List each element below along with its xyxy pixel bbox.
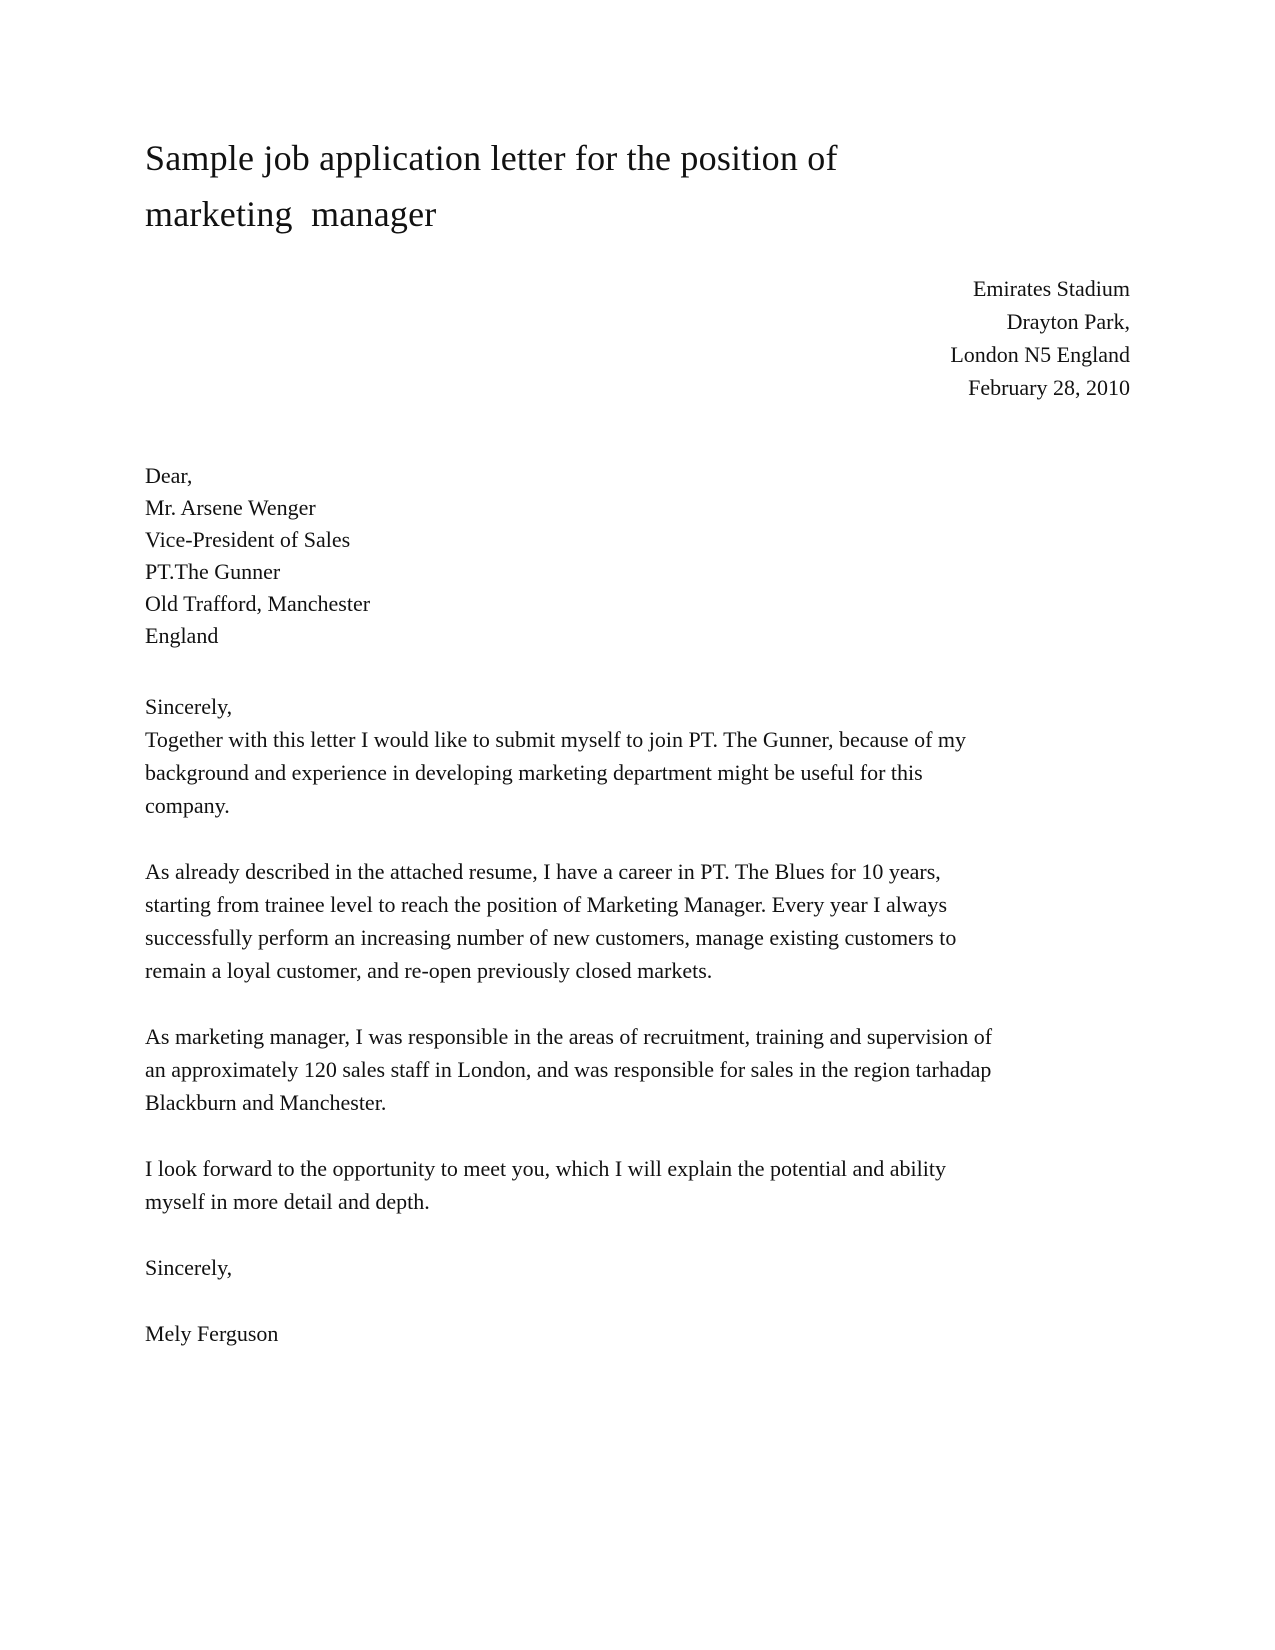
sender-address-line: London N5 England (950, 342, 1130, 367)
paragraph-line: background and experience in developing marketing department might be useful for this (145, 760, 923, 785)
paragraph-line: Together with this letter I would like to submit myself to join PT. The Gunner, because of my (145, 727, 967, 752)
sender-address-line: Drayton Park, (1006, 309, 1130, 334)
letter-title-line-2: marketing manager (145, 194, 437, 234)
paragraph-line: I look forward to the opportunity to meet you, which I will explain the potential and ability (145, 1156, 946, 1181)
recipient-name-line: Mr. Arsene Wenger (145, 495, 316, 520)
paragraph-line: company. (145, 793, 230, 818)
letter-body (145, 690, 1130, 1350)
paragraph-line: Blackburn and Manchester. (145, 1090, 387, 1115)
recipient-company-line: PT.The Gunner (145, 559, 281, 584)
signature-name: Mely Ferguson (145, 1321, 279, 1346)
salutation-line: Sincerely, (145, 694, 233, 719)
paragraph-line: myself in more detail and depth. (145, 1189, 430, 1214)
sender-date-line: February 28, 2010 (968, 375, 1130, 400)
sender-address-block (145, 272, 1130, 404)
letter-title (145, 130, 1130, 242)
recipient-address-line: Old Trafford, Manchester (145, 591, 371, 616)
recipient-title-line: Vice-President of Sales (145, 527, 351, 552)
paragraph-line: starting from trainee level to reach the position of Marketing Manager. Every year I always (145, 892, 948, 917)
paragraph (145, 1152, 1130, 1218)
letter-content (145, 130, 1130, 1350)
paragraph (145, 855, 1130, 987)
closing-line: Sincerely, (145, 1255, 233, 1280)
paragraph-line: an approximately 120 sales staff in London, and was responsible for sales in the region tarhadap (145, 1057, 992, 1082)
recipient-country-line: England (145, 623, 219, 648)
letter-title-line-1: Sample job application letter for the position of (145, 138, 838, 178)
recipient-greeting-line: Dear, (145, 463, 193, 488)
paragraph-line: As marketing manager, I was responsible in the areas of recruitment, training and supervision of (145, 1024, 993, 1049)
paragraph-line: successfully perform an increasing number of new customers, manage existing customers to (145, 925, 957, 950)
opening-block (145, 690, 1130, 822)
recipient-address-block (145, 460, 1130, 652)
paragraph-line: remain a loyal customer, and re-open previously closed markets. (145, 958, 713, 983)
paragraph-line: As already described in the attached resume, I have a career in PT. The Blues for 10 years, (145, 859, 941, 884)
sender-address-line: Emirates Stadium (972, 276, 1130, 301)
paragraph (145, 1020, 1130, 1119)
